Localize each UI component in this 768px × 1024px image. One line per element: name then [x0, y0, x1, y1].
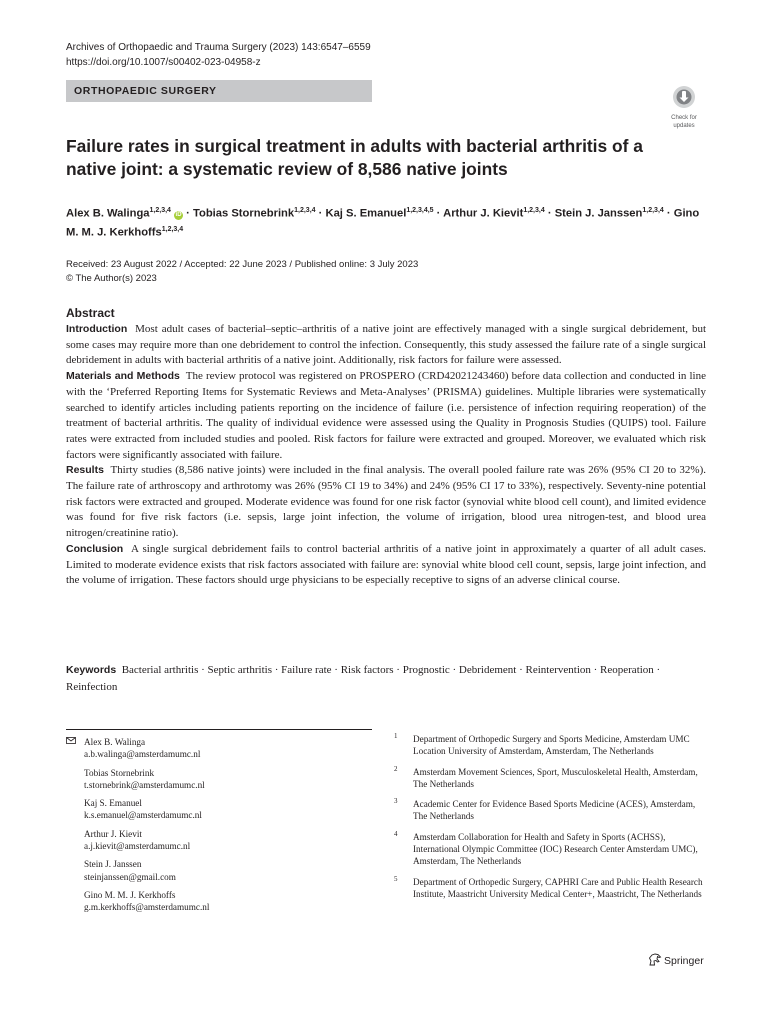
conclusion-label: Conclusion	[66, 542, 124, 555]
contact-entry	[66, 858, 372, 883]
affiliation-text: Academic Center for Evidence Based Sports Medicine (ACES), Amsterdam, The Netherlands	[413, 799, 696, 822]
affiliation-item	[394, 876, 710, 901]
author-separator: ·	[315, 207, 326, 220]
author-separator: ·	[433, 207, 444, 220]
publisher-name: Springer	[664, 955, 704, 967]
contact-entry	[66, 736, 372, 761]
section-label: ORTHOPAEDIC SURGERY	[66, 80, 372, 102]
introduction-text: Most adult cases of bacterial–septic–arthritis of a native joint are effectively managed with a single surgical debridement, but some cases may require more than one debridement to control the infection. Consequently, this study assessed the failure rate of a single surgical debridement in adults with bacterial arthritis of a native joint. Additionally, risk factors for failure were assessed.	[66, 323, 707, 367]
author-separator: ·	[544, 207, 555, 220]
affiliation-item	[394, 733, 710, 758]
contact-name: Alex B. Walinga	[84, 737, 146, 747]
contact-name: Tobias Stornebrink	[84, 767, 155, 778]
contact-email[interactable]: t.stornebrink@amsterdamumc.nl	[84, 779, 205, 790]
contact-name: Gino M. M. J. Kerkhoffs	[84, 889, 176, 900]
corresponding-contacts	[66, 736, 372, 920]
author-affiliation-marker: 1,2,3,4	[149, 207, 171, 214]
affiliation-item	[394, 798, 710, 823]
author-name[interactable]: Tobias Stornebrink	[193, 207, 295, 220]
article-title: Failure rates in surgical treatment in adults with bacterial arthritis of a native joint: a systematic review of 8,586 native joints	[66, 136, 643, 179]
results-text: Thirty studies (8,586 native joints) were included in the final analysis. The overall pooled failure rate was 26% (95% CI 20 to 32%). The failure rate of arthroscopy and arthrotomy was 26% (95% CI 19 to 34%) and 24% (95% CI 17 to 33%), respectively. Seventy-nine potential risk factors were extracted and grouped. Moderate evidence was found for one risk factor (synovial white blood cell count), and limited evidence was found for five risk factors (i.e. sepsis, large joint infection, the volume of irrigation, blood urea nitrogen-test, and blood urea nitrogen/creatinine ratio).	[66, 464, 706, 540]
springer-horse-icon	[648, 953, 662, 966]
introduction-label: Introduction	[66, 323, 128, 335]
abstract-heading: Abstract	[66, 306, 115, 320]
author-name[interactable]: Kaj S. Emanuel	[325, 207, 407, 220]
author-separator: ·	[183, 207, 193, 220]
contact-entry	[66, 828, 372, 853]
affiliation-text: Department of Orthopedic Surgery and Sports Medicine, Amsterdam UMC Location University of Amsterdam, Amsterdam, The Netherlands	[413, 734, 690, 757]
contact-email[interactable]: k.s.emanuel@amsterdamumc.nl	[84, 810, 202, 821]
author-affiliation-marker: 1,2,3,4	[642, 207, 664, 214]
author-name[interactable]: Alex B. Walinga	[66, 207, 150, 220]
badge-label-line1: Check for	[671, 115, 697, 121]
affiliation-item	[394, 766, 710, 791]
contact-email[interactable]: g.m.kerkhoffs@amsterdamumc.nl	[84, 902, 210, 913]
contact-entry	[66, 767, 372, 792]
contact-email[interactable]: a.b.walinga@amsterdamumc.nl	[84, 749, 201, 760]
doi-link[interactable]: https://doi.org/10.1007/s00402-023-04958-z	[66, 57, 261, 68]
author-name[interactable]: Arthur J. Kievit	[443, 207, 524, 220]
methods-text: The review protocol was registered on PROSPERO (CRD42021243460) before data collection and conducted in line with the ‘Preferred Reporting Items for Systematic Reviews and Meta-Analyses’ (PRISMA) guidelines. Multiple libraries were systematically searched to identify articles including patients reporting on the incidence of failure (i.e. persistence of infection requiring reoperation) of the treatment of bacterial arthritis. The quality of individual evidence were assessed using the Quality in Prognosis Studies (QUIPS) tool. Failure rates were extracted from included studies and pooled. Risk factors for failure were extracted and grouped. Moreover, we evaluated which risk factors were significantly associated with failure.	[66, 370, 706, 461]
author-affiliation-marker: 1,2,3,4	[294, 207, 316, 214]
abstract-methods	[66, 369, 706, 463]
contact-entry	[66, 889, 372, 914]
affiliation-text: Amsterdam Movement Sciences, Sport, Musculoskeletal Health, Amsterdam, The Netherlands	[413, 766, 698, 789]
author-separator: ·	[663, 207, 674, 220]
footnote-divider	[66, 729, 372, 730]
orcid-icon[interactable]: iD	[175, 211, 182, 218]
affiliation-number: 2	[394, 764, 398, 773]
badge-label-line2: updates	[673, 122, 695, 129]
author-affiliation-marker: 1,2,3,4,5	[406, 207, 434, 214]
contact-name: Kaj S. Emanuel	[84, 798, 142, 809]
keywords-text: Bacterial arthritis · Septic arthritis · Failure rate · Risk factors · Prognostic · Debridement · Reintervention · Reoperation · Reinfection	[66, 664, 661, 693]
affiliation-text: Amsterdam Collaboration for Health and Safety in Sports (ACHSS), International Olympic Committee (IOC) Research Center Amsterdam UMC), Amsterdam, The Netherlands	[413, 831, 698, 867]
envelope-icon	[66, 737, 76, 744]
abstract-introduction	[66, 322, 706, 369]
abstract	[66, 306, 706, 589]
contact-entry	[66, 797, 372, 822]
affiliation-item	[394, 831, 710, 868]
received-dates: Received: 23 August 2022 / Accepted: 22 June 2023 / Published online: 3 July 2023	[66, 259, 419, 270]
abstract-conclusion	[66, 542, 706, 589]
author-name[interactable]: Gino M. M. J. Kerkhoffs	[66, 207, 700, 239]
author-affiliation-marker: 1,2,3,4	[161, 225, 184, 233]
keywords-label: Keywords	[66, 664, 117, 676]
conclusion-text: A single surgical debridement fails to control bacterial arthritis of a native joint in approximately a quarter of all adult cases. Limited to moderate evidence exists that risk factors associated with failure are: synovial white blood cell count, sepsis, large joint infection, and the volume of irrigation. These factors should urge physicians to be especially receptive to signs of an adverse clinical course.	[66, 542, 706, 587]
check-for-updates-icon	[672, 85, 696, 109]
journal-header	[66, 40, 371, 70]
affiliation-number: 5	[394, 874, 398, 883]
contact-name: Arthur J. Kievit	[84, 828, 142, 839]
contact-email[interactable]: steinjanssen@gmail.com	[84, 871, 176, 882]
author-affiliation-marker: 1,2,3,4	[523, 207, 545, 214]
affiliation-number: 4	[394, 829, 398, 838]
affiliation-number: 1	[394, 732, 398, 740]
publisher-logo	[648, 953, 704, 968]
article-dates	[66, 258, 418, 285]
results-label: Results	[66, 464, 104, 477]
keywords	[66, 662, 706, 696]
author-name[interactable]: Stein J. Janssen	[554, 207, 643, 220]
copyright-line: © The Author(s) 2023	[66, 272, 157, 284]
abstract-results	[66, 463, 706, 542]
contact-name: Stein J. Janssen	[84, 859, 142, 870]
check-for-updates-badge[interactable]	[666, 85, 702, 129]
affiliation-list	[394, 733, 710, 908]
affiliation-text: Department of Orthopedic Surgery, CAPHRI Care and Public Health Research Institute, Maastricht University Medical Center+, Maastricht, The Netherlands	[413, 876, 703, 899]
author-list	[66, 203, 706, 240]
methods-label: Materials and Methods	[66, 370, 180, 383]
journal-citation: Archives of Orthopaedic and Trauma Surgery (2023) 143:6547–6559	[66, 42, 371, 53]
affiliation-number: 3	[394, 797, 398, 806]
contact-email[interactable]: a.j.kievit@amsterdamumc.nl	[84, 841, 191, 852]
